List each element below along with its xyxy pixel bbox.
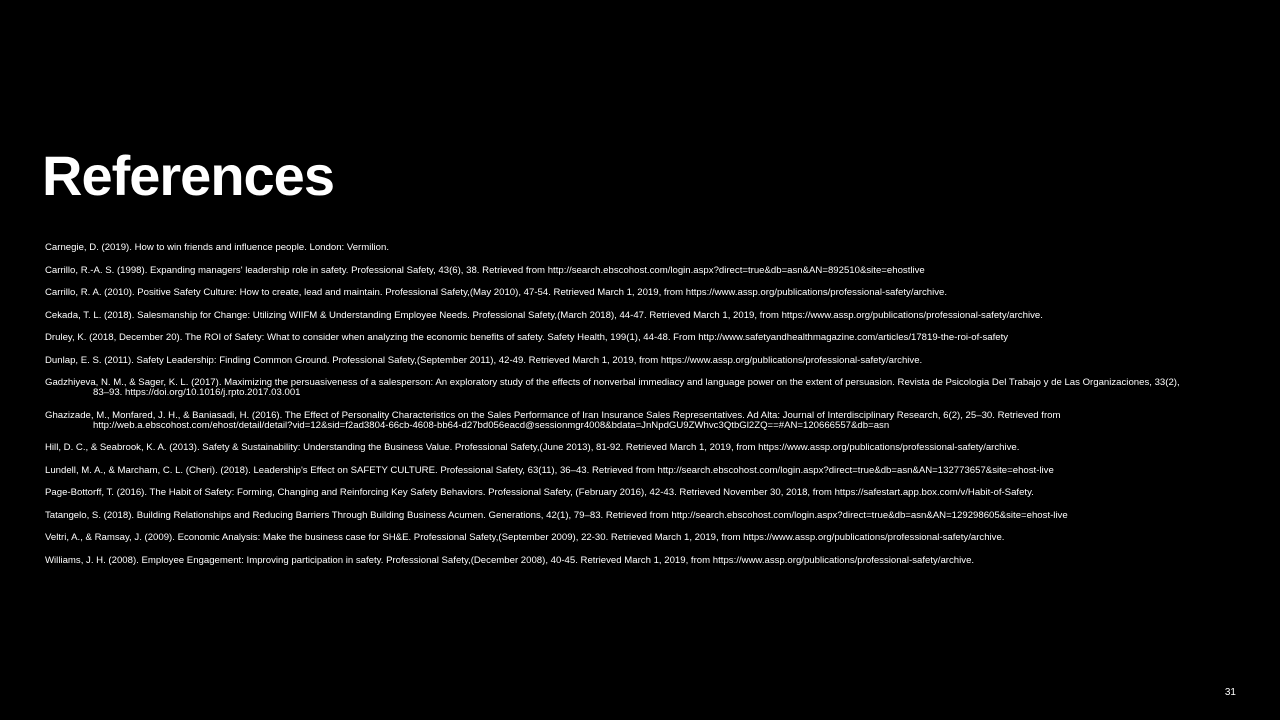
reference-item: Carrillo, R.-A. S. (1998). Expanding managers' leadership role in safety. Professional Safety, 43(6), 38. Retrieved from http://search.ebscohost.com/login.aspx?direct=true&db=asn&AN=892510&site=ehostlive [45,264,925,276]
reference-item: Dunlap, E. S. (2011). Safety Leadership: Finding Common Ground. Professional Safety,(September 2011), 42-49. Retrieved March 1, 2019, from https://www.assp.org/publications/professional-safety/archive. [45,354,923,366]
reference-item: Carrillo, R. A. (2010). Positive Safety Culture: How to create, lead and maintain. Professional Safety,(May 2010), 47-54. Retrieved March 1, 2019, from https://www.assp.org/publications/professional-safety/archive. [45,287,948,298]
reference-item: Cekada, T. L. (2018). Salesmanship for Change: Utilizing WIIFM & Understanding Employee Needs. Professional Safety,(March 2018), 44-47. Retrieved March 1, 2019, from https://www.assp.org/publications/professional-safety/archive. [45,309,1043,321]
reference-item: Veltri, A., & Ramsay, J. (2009). Economic Analysis: Make the business case for SH&E. Professional Safety,(September 2009), 22-30. Retrieved March 1, 2019, from https://www.assp.org/publications/professional-safety/archive. [45,532,1005,543]
reference-item: Tatangelo, S. (2018). Building Relationships and Reducing Barriers Through Building Business Acumen. Generations, 42(1), 79–83. Retrieved from http://search.ebscohost.com/login.aspx?direct=true&db=asn&AN=129298605&site=ehost-live [45,509,1068,521]
page-number: 31 [1224,687,1236,698]
reference-item: Hill, D. C., & Seabrook, K. A. (2013). Safety & Sustainability: Understanding the Business Value. Professional Safety,(June 2013), 81-92. Retrieved March 1, 2019, from https://www.assp.org/publications/professional-safety/archive. [45,442,1020,453]
reference-item: Lundell, M. A., & Marcham, C. L. (Cheri). (2018). Leadership's Effect on SAFETY CULTURE. Professional Safety, 63(11), 36–43. Retrieved from http://search.ebscohost.com/login.aspx?direct=true&db=asn&AN=132773657&site=ehost-live [45,464,1054,476]
reference-item: Ghazizade, M., Monfared, J. H., & Baniasadi, H. (2016). The Effect of Personality Characteristics on the Sales Performance of Iran Insurance Sales Representatives. Ad Alta: Journal of Interdisciplinary Research, 6(2), 25–30. Retrieved from http://web.a.ebscohost.com/ehost/detail/detail?vid=12&sid=f2ad3804-66cb-4608-bb64-d27bd056eacd@sessionmgr4008&bdata=JnNpdGU9ZWhvc3QtbGl2ZQ==#AN=120666557&db=asn [45,409,1061,431]
reference-item: Page-Bottorff, T. (2016). The Habit of Safety: Forming, Changing and Reinforcing Key Safety Behaviors. Professional Safety, (February 2016), 42-43. Retrieved November 30, 2018, from https://safestart.app.box.com/v/Habit-of-Safety. [45,487,1034,498]
reference-item: Gadzhiyeva, N. M., & Sager, K. L. (2017). Maximizing the persuasiveness of a salesperson: An exploratory study of the effects of nonverbal immediacy and language power on the extent of persuasion. Revista de Psicologia Del Trabajo y de Las Organizaciones, 33(2), 83–93. https://doi.org/10.1016/j.rpto.2017.03.001 [45,377,1180,398]
reference-item: Williams, J. H. (2008). Employee Engagement: Improving participation in safety. Professional Safety,(December 2008), 40-45. Retrieved March 1, 2019, from https://www.assp.org/publications/professional-safety/archive. [45,554,975,566]
slide-title: References [42,144,334,207]
reference-item: Carnegie, D. (2019). How to win friends and influence people. London: Vermilion. [45,242,389,253]
reference-item: Druley, K. (2018, December 20). The ROI of Safety: What to consider when analyzing the economic benefits of safety. Safety Health, 199(1), 44-48. From http://www.safetyandhealthmagazine.com/articles/17819-the-roi-of-safety [45,332,1009,343]
reference-list [45,243,1195,578]
